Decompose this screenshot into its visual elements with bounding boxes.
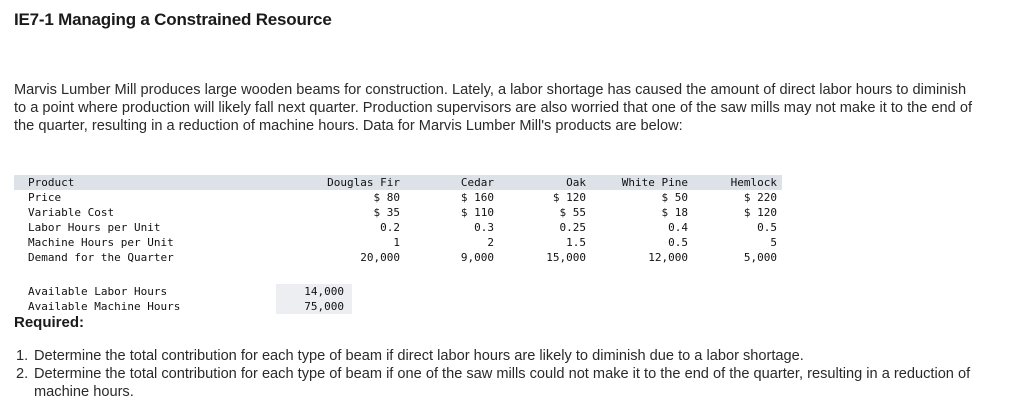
available-row: [14, 299, 352, 314]
row-label: Demand for the Quarter: [28, 251, 174, 264]
header-col: Cedar: [400, 175, 494, 190]
table-cell: 0.2: [380, 221, 400, 234]
row-label: Machine Hours per Unit: [28, 236, 174, 249]
table-cell: 0.25: [559, 221, 586, 234]
table-cell: 20,000: [360, 251, 400, 264]
table-cell: $ 160: [460, 191, 494, 204]
product-data-table: [14, 175, 782, 265]
table-cell: 15,000: [546, 251, 586, 264]
table-cell: 12,000: [648, 251, 688, 264]
available-label: Available Labor Hours: [28, 285, 168, 298]
table-cell: 5: [770, 236, 777, 249]
available-value: 14,000: [276, 284, 352, 299]
table-row: [14, 235, 782, 250]
required-heading: Required:: [14, 314, 85, 331]
table-row: [14, 220, 782, 235]
table-row: [14, 205, 782, 220]
table-cell: $ 120: [552, 191, 586, 204]
row-label: Labor Hours per Unit: [28, 221, 161, 234]
table-cell: 1: [393, 236, 400, 249]
table-header-row: [14, 175, 782, 190]
table-cell: $ 110: [460, 206, 494, 219]
header-col: Douglas Fir: [268, 175, 400, 190]
table-cell: 2: [487, 236, 494, 249]
table-row: [14, 250, 782, 265]
question-text: Determine the total contribution for each type of beam if direct labor hours are likely to diminish due to a labor shortage.: [34, 348, 804, 364]
table-cell: 0.5: [757, 221, 777, 234]
question-item: [16, 365, 1006, 401]
intro-paragraph: Marvis Lumber Mill produces large wooden beams for construction. Lately, a labor shortage has caused the amount of direct labor hours to diminish to a point where production will likely fall next quarter. Production supervisors are also worried that one of the saw mills may not make it to the end of the quarter, resulting in a reduction of machine hours. Data for Marvis Lumber Mill's products are below:: [14, 82, 972, 135]
table-cell: 0.4: [668, 221, 688, 234]
question-item: [16, 347, 1006, 365]
table-cell: 1.5: [566, 236, 586, 249]
table-cell: $ 220: [743, 191, 777, 204]
row-label: Price: [28, 191, 62, 204]
table-cell: $ 50: [661, 191, 688, 204]
available-row: [14, 284, 352, 299]
available-value: 75,000: [276, 299, 352, 314]
questions-list: [16, 347, 1006, 402]
table-cell: $ 35: [373, 206, 400, 219]
header-col: White Pine: [586, 175, 688, 190]
table-cell: 0.5: [668, 236, 688, 249]
question-number: 2.: [16, 366, 29, 383]
page-title: IE7-1 Managing a Constrained Resource: [14, 10, 332, 29]
available-resources-table: [14, 284, 352, 314]
table-row: [14, 190, 782, 205]
question-number: 1.: [16, 348, 29, 364]
question-text: Determine the total contribution for each type of beam if one of the saw mills could not make it to the end of the quarter, resulting in a reduction of machine hours.: [34, 366, 971, 401]
header-col: Hemlock: [688, 175, 777, 190]
header-label: Product: [14, 175, 268, 190]
row-label: Variable Cost: [28, 206, 115, 219]
table-cell: $ 120: [743, 206, 777, 219]
table-cell: 0.3: [474, 221, 494, 234]
available-label: Available Machine Hours: [28, 300, 181, 313]
table-cell: 5,000: [743, 251, 777, 264]
table-cell: $ 55: [559, 206, 586, 219]
header-col: Oak: [494, 175, 586, 190]
table-cell: $ 18: [661, 206, 688, 219]
table-cell: $ 80: [373, 191, 400, 204]
table-cell: 9,000: [460, 251, 494, 264]
